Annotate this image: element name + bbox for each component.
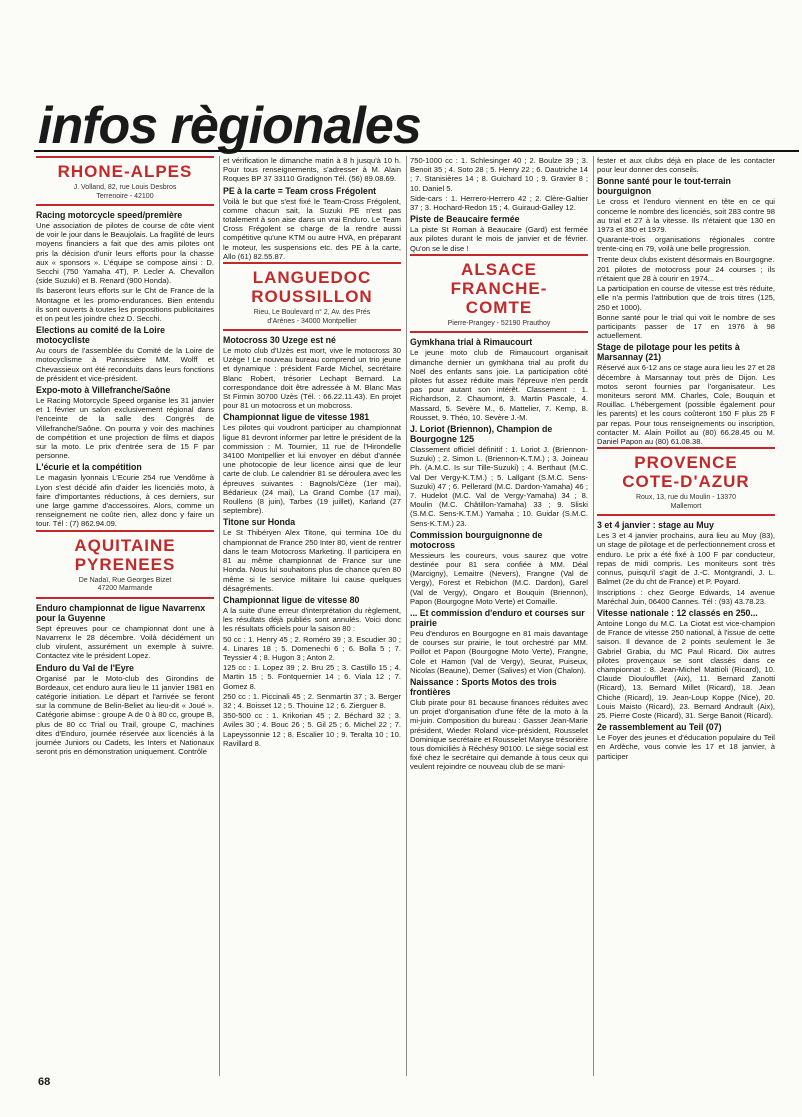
title-rule bbox=[34, 150, 799, 152]
article-heading: Stage de pilotage pour les petits à Marsannay (21) bbox=[597, 342, 740, 363]
column-2 bbox=[223, 156, 401, 749]
article-heading: Championnat ligue de vitesse 1981 bbox=[223, 412, 370, 423]
region-name: RHONE-ALPES bbox=[57, 162, 193, 181]
region-name: PROVENCE COTE-D'AZUR bbox=[622, 453, 750, 492]
article-heading: Motocross 30 Uzege est né bbox=[223, 335, 336, 346]
article-paragraph: Les 3 et 4 janvier prochains, aura lieu au Muy (83), un stage de pilotage et de perfectionnement cross et enduro. Le prix a été fixé à 100 F par conducteur, repas de midi compris. Les moniteurs sont très connus, puisqu'il s'agit de J.-C. Montgrandi, J. L. Balmet (2e du cht de France) et P. Poyard. bbox=[597, 531, 775, 587]
article-paragraph: Classement officiel définitif : 1. Loriot J. (Briennon-Suzuki) ; 2. Simon L. (Briennon-K.T.M.) ; 3. Joineau Ph. (A.M.C. Is sur Tille-Suzuki) ; 4. Berthaut (M.C. Val Der Vergy-K.T.M.) ; 5. Lallgant (S.M.C. Sens-Suzuki) 47 ; 6. Pellerard (M.C. Dardon-Yamaha) 46 ; 7. Hudelot (M.C. Val de Vergy-Yamaha) 34 ; 8. Moulin (M.C. Châtillon-Yamaha) 33 ; 9. Sliski (S.M.C. Sens-K.T.M.) Yamaha ; 10. Guidar (S.M.C. Sens-K.T.M.) 23. bbox=[410, 444, 588, 528]
article-heading: Commission bourguignonne de motocross bbox=[410, 529, 543, 550]
article-heading: ... Et commission d'enduro et courses sur prairie bbox=[410, 608, 585, 628]
article-heading: Naissance : Sports Motos des trois frontières bbox=[410, 677, 557, 698]
article-paragraph: Trente deux clubs existent désormais en Bourgogne. bbox=[597, 254, 775, 264]
article-paragraph: 201 pilotes de motocross pour 24 courses ; ils n'étaient que 28 à courir en 1974... bbox=[597, 264, 775, 284]
region-header bbox=[223, 262, 401, 331]
article-paragraph: Antoine Longo du M.C. La Ciotat est vice-champion de France de vitesse 250 national, à l'issue de cette saison. Il devance de 2 points seulement le 3e Gabriel Grabia, du MC Paul Ricard. Dix autres pilotes provençaux se sont classés dans ce championnat : 8. Jean-Michel Mattioli (Ricard), 10. Claude Diouloufflet (Aix), 11. Bernard Zanotti (Ricard), 13. Bernard Millet (Ricard), 18. Jean Chiche (Ricard), 19. Jean-Loup Koppe (Nice), 20. Louis Maisto (Ricard), 23. Bernard Andrault (Aix), 25. Pierre Coste (Ricard), 31. Serge Banoit (Ricard). bbox=[597, 618, 775, 720]
article-paragraph: Réservé aux 6-12 ans ce stage aura lieu les 27 et 28 décembre à Marsannay tout près de Dijon. Les motos seront fournies par l'organisateur. Les moniteurs seront MM. Charles, Cole, Bouquin et Rouillac. L'hébergement (possible également pour les parents) et les cours coûteront 150 F plus 25 F par repas. Pour tous renseignements ou inscription, contacter M. Alain Poillot au (80) 66.28.45 ou M. Daniel Papon au (80) 61.08.38. bbox=[597, 363, 775, 447]
article-paragraph: Le moto club d'Uzès est mort, vive le motocross 30 Uzège ! Le nouveau bureau comprend un trio jeune et dynamique : président Farde Michel, secrétaire Blanc Robert, trésorier Lechapt Bernard. La correspondance doit être adressée à M. Blanc Mas St Firmin 30700 Uzès (Tél. : 66.22.11.43). En projet pour 81 un motocross et un mobcross. bbox=[223, 346, 401, 411]
region-header bbox=[36, 530, 214, 599]
region-header bbox=[597, 447, 775, 516]
article-paragraph: Club pirate pour 81 because finances réduites avec un projet d'organisation d'une fête de la moto à la mi-juin. Composition du bureau : Gasser Jean-Marie président, Wieder Roland vice-président, Rousselet Dominique secrétaire et Rousselet Maryse trésorière tous domiciliés à Réchésy 90100. Le siège social est fixé chez le secrétaire qui demande à tous ceux qui veulent rejoindre ce nouveau club de se mani- bbox=[410, 698, 588, 772]
column-3 bbox=[410, 156, 588, 773]
region-name: LANGUEDOC ROUSSILLON bbox=[251, 268, 373, 307]
article-paragraph: Au cours de l'assemblée du Comité de la Loire de motocyclisme à Pannissière MM. Wolff et Chevassieux ont été reconduits dans leurs fonctions de président et vice-président. bbox=[36, 346, 214, 383]
article-paragraph: Une association de pilotes de course de côte vient de voir le jour dans le Beaujolais. La fragilité de leurs moyens financiers a fait que des amis pilotes ont pris la décision d'unir leurs efforts pour la chasse aux « sponsors ». L'équipe se compose ainsi : D. Secchi (750 Yamaha 4T), P. Lecler A. Chevallon (side Suzuki) et B. Renard (900 Honda). bbox=[36, 221, 214, 286]
article-paragraph: A la suite d'une erreur d'interprétation du règlement, les résultats déjà publiés sont annulés. Voici donc les résultats officiels pour la saison 80 : bbox=[223, 605, 401, 634]
region-header bbox=[410, 254, 588, 334]
article-heading: J. Loriot (Briennon), Champion de Bourgogne 125 bbox=[410, 423, 553, 444]
article-paragraph: Quarante-trois organisations régionales contre trente-cinq en 79, voilà une belle progression. bbox=[597, 235, 775, 254]
article-paragraph: fester et aux clubs déjà en place de les contacter pour leur donner des conseils. bbox=[597, 156, 775, 175]
article-paragraph: Organisé par le Moto-club des Girondins de Bordeaux, cet enduro aura lieu le 11 janvier 1981 en catégorie initiation. Le départ et l'arrivée se feront sur la commune de Belin-Beliet au lieu-dit « Joué ». Catégorie abimse : groupe A de 0 à 80 cc, groupe B, plus de 80 cc Trial ou Trail, groupe C, machines dites d'Enduro, journée réservée aux licenciés à la journée Juniors ou Cadets, les Inters et Nationaux seront pris en démonstration uniquement. Contrôle bbox=[36, 673, 214, 757]
page-title: infos règionales bbox=[38, 97, 421, 155]
article-paragraph: et vérification le dimanche matin à 8 h jusqu'à 10 h. Pour tous renseignements, s'adresser à M. Alain Roques BP 37 33110 Gradignon Tél. (56) 89.08.69. bbox=[223, 156, 401, 184]
article-heading: Piste de Beaucaire fermée bbox=[410, 214, 520, 225]
article-paragraph: 350-500 cc : 1. Krikorian 45 ; 2. Béchard 32 ; 3. Aviles 30 ; 4. Bouc 26 ; 5. Gil 25 ; 6. Michel 22 ; 7. Lapeyssonnie 12 ; 8. Escalier 10 ; 9. Teralta 10 ; 10. Ravillard 8. bbox=[223, 711, 401, 748]
article-heading: 2e rassemblement au Teil (07) bbox=[597, 722, 722, 733]
article-paragraph: Le cross et l'enduro viennent en tête en ce qui concerne le nombre des licenciés, soit 283 contre 98 au trial et 27 à la vitesse. Ils n'étaient que 130 en 1973 et 350 et 1979. bbox=[597, 197, 775, 235]
region-correspondent: Roux, 13, rue du Moulin - 13370 Mallemort bbox=[635, 494, 736, 510]
column-divider bbox=[406, 156, 407, 1076]
article-paragraph: Voilà le but que s'est fixé le Team-Cross Frégolent, comme chacun sait, la Suzuki PE n'est pas totalement à son aise dans un vrai Enduro. Le Team Cross Frégolent se charge de la rendre aussi compétitive qu'une KTM ou autre HVA, en préparant le moteur, les suspensions etc. des PE à la carte, Allo (61) 82.55.87. bbox=[223, 196, 401, 261]
article-paragraph: Le Foyer des jeunes et d'éducation populaire du Teil en Ardèche, vous convie les 17 et 18 janvier, à participer bbox=[597, 733, 775, 761]
article-heading: Racing motorcycle speed/première bbox=[36, 210, 183, 220]
article-heading: PE à la carte = Team cross Frégolent bbox=[223, 185, 377, 196]
article-heading: Enduro du Val de l'Eyre bbox=[36, 662, 134, 673]
article-paragraph: Ils baseront leurs efforts sur le Cht de France de la Montagne et les promo-endurances. Bien entendu ils sont ouverts à toutes les propositions publicitaires et on peut les joindre chez D. Secchi. bbox=[36, 286, 214, 324]
article-heading: Enduro championnat de ligue Navarrenx pour la Guyenne bbox=[36, 602, 206, 623]
region-name: ALSACE FRANCHE- COMTE bbox=[450, 259, 548, 317]
column-4 bbox=[597, 156, 775, 762]
article-paragraph: Side-cars : 1. Herrero-Herrero 42 ; 2. Clère-Galtier 37 ; 3. Hochard-Redon 15 ; 4. Guiraud-Galley 12. bbox=[410, 193, 588, 213]
region-header bbox=[36, 156, 214, 206]
article-heading: Bonne santé pour le tout-terrain bourguignon bbox=[597, 176, 731, 197]
article-heading: 3 et 4 janvier : stage au Muy bbox=[597, 520, 714, 531]
region-name: AQUITAINE PYRENEES bbox=[74, 535, 176, 574]
article-paragraph: La participation en course de vitesse est très réduite, elle n'a permis l'attribution que de trois titres (125, 250 et 1000). bbox=[597, 284, 775, 312]
article-heading: Elections au comité de la Loire motocycliste bbox=[36, 325, 166, 346]
article-heading: Titone sur Honda bbox=[223, 517, 296, 528]
article-heading: Gymkhana trial à Rimaucourt bbox=[410, 337, 533, 348]
article-paragraph: Le St Thibéryen Alex Titone, qui termina 10e du championnat de France 250 Inter 80, vient de rentrer dans le team Motocross Marketing. Il participera en 81 au même championnat de France sur une Honda. Nous lui souhaitons plus de chance qu'en 80 même si le service militaire lui cause quelques désagréments. bbox=[223, 528, 401, 593]
article-paragraph: Les pilotes qui voudront participer au championnat ligue 81 devront informer par lettre le président de la commission : M. Tournier, 11 rue de l'Hirondelle 34100 Montpellier et lui envoyer en début d'année une photocopie de leur licence ainsi que de leur carte de club. Le calendrier 81 se déroulera avec les épreuves suivantes : Bagnols/Cèze (1er mai), Bédarieux (24 mai), La Grand Combe (17 mai), Roullens (8 juin), Tarbes (19 juillet), Karland (27 septembre). bbox=[223, 423, 401, 516]
article-heading: Expo-moto à Villefranche/Saône bbox=[36, 385, 171, 396]
article-paragraph: La piste St Roman à Beaucaire (Gard) est fermée aux pilotes durant le mois de janvier et de février. Qu'on se le dise ! bbox=[410, 225, 588, 253]
article-paragraph: 250 cc : 1. Piccinali 45 ; 2. Senmartin 37 ; 3. Berger 32 ; 4. Boisset 12 ; 5. Thouine 12 ; 6. Zierguer 8. bbox=[223, 691, 401, 710]
region-correspondent: Rieu, Le Boulevard n° 2, Av. des Prés d'Arènes - 34000 Montpellier bbox=[253, 309, 371, 325]
region-correspondent: Pierre-Prangey - 52190 Prauthoy bbox=[447, 319, 551, 327]
column-1 bbox=[36, 156, 214, 757]
article-paragraph: Le jeune moto club de Rimaucourt organisait dimanche dernier un gymkhana trial au profit du Noël des enfants sans joie. La participation côté pilotes fut assez réduite mais l'épreuve n'en perdit pas pour autant son intérêt. Classement : 1. Richardson, 2. Chaumont, 3. Martin Pascale, 4. Massard, 5. Sevère M., 6. Mattelier, 7. Kemp, 8. Rousset, 9. Théo, 10. Sevère J.-M. bbox=[410, 348, 588, 422]
region-correspondent: De Nadaï, Rue Georges Bizet 47200 Marmande bbox=[78, 576, 172, 593]
article-paragraph: Bonne santé pour le trial qui voit le nombre de ses participants passer de 17 en 1976 à 98 actuellement. bbox=[597, 312, 775, 341]
article-paragraph: 125 cc : 1. Lopez 39 ; 2. Bru 25 ; 3. Castillo 15 ; 4. Martin 15 ; 5. Fontquernier 14 ; 6. Viala 12 ; 7. Gomez 8. bbox=[223, 663, 401, 691]
article-heading: Vitesse nationale : 12 classés en 250... bbox=[597, 607, 758, 618]
article-paragraph: Inscriptions : chez George Edwards, 14 avenue Maréchal Juin, 06400 Cannes. Tél : (93) 43.78.23. bbox=[597, 587, 775, 606]
page-number: 68 bbox=[38, 1076, 51, 1088]
article-paragraph: Le Racing Motorcycle Speed organise les 31 janvier et 1 février un salon exclusivement régional dans l'enceinte de la salle des Congrès de Villefranche/Saône. On pourra y voir des machines de compétition et une projection de films et diapos sur la moto. Le prix d'entrée sera de 15 F par personne. bbox=[36, 396, 214, 461]
column-divider bbox=[593, 156, 594, 1076]
article-paragraph: Messieurs les coureurs, vous saurez que votre destinée pour 81 sera confiée à MM. Déal (Marcigny), Lemaitre (Nevers), Frangne (Val de Vergy), Forest et Rebichon (M.C. Dardon), Garel (Val de Vergy), Ongaro et Bouquin (Briennon), Papon (Bourgogne Moto Verte) et Comaille. bbox=[410, 550, 588, 606]
column-divider bbox=[219, 156, 220, 1076]
article-paragraph: Le magasin lyonnais L'Ecurie 254 rue Vendôme à Lyon s'est décidé afin d'aider les licenciés moto, à faire d'importantes réductions, à ces derniers, sur une large gamme d'accessoires. Alors, comme un renseignement ne coûte rien, allez donc y faire un tour. Tél : (7) 862.94.09. bbox=[36, 473, 214, 529]
article-paragraph: Sept épreuves pour ce championnat dont une à Navarrenx le 28 décembre. Voilà décidément un club virulent, assurément un exemple à suivre. Contactez vite le président Lopez. bbox=[36, 623, 214, 661]
article-paragraph: 50 cc : 1. Henry 45 ; 2. Roméro 39 ; 3. Escudier 30 ; 4. Linares 18 ; 5. Domenechi 6 ; 6. Bolla 5 ; 7. Teyssier 4 ; 8. Hugon 3 ; Anton 2. bbox=[223, 634, 401, 662]
region-correspondent: J. Volland, 82, rue Louis Desbros Terrenoire - 42100 bbox=[73, 184, 177, 200]
article-heading: Championnat ligue de vitesse 80 bbox=[223, 594, 360, 605]
article-paragraph: 750-1000 cc : 1. Schlesinger 40 ; 2. Boulze 39 ; 3. Benoit 35 ; 4. Soto 28 ; 5. Henry 22 ; 6. Dautriche 14 ; 7. Stanisières 14 ; 8. Guichard 10 ; 9. Gravier 8 ; 10. Daniel 5. bbox=[410, 156, 588, 193]
article-heading: L'écurie et la compétition bbox=[36, 462, 142, 473]
article-paragraph: Peu d'enduros en Bourgogne en 81 mais davantage de courses sur prairie, le tout orchestré par MM. Poillot et Papon (Bourgogne Moto Verte), Frangne, Cole et Hamon (Val de Vergy), Seurat, Puiseux, Nicolas (Beaune), Demer (Salives) et Vion (Chalon). bbox=[410, 629, 588, 675]
